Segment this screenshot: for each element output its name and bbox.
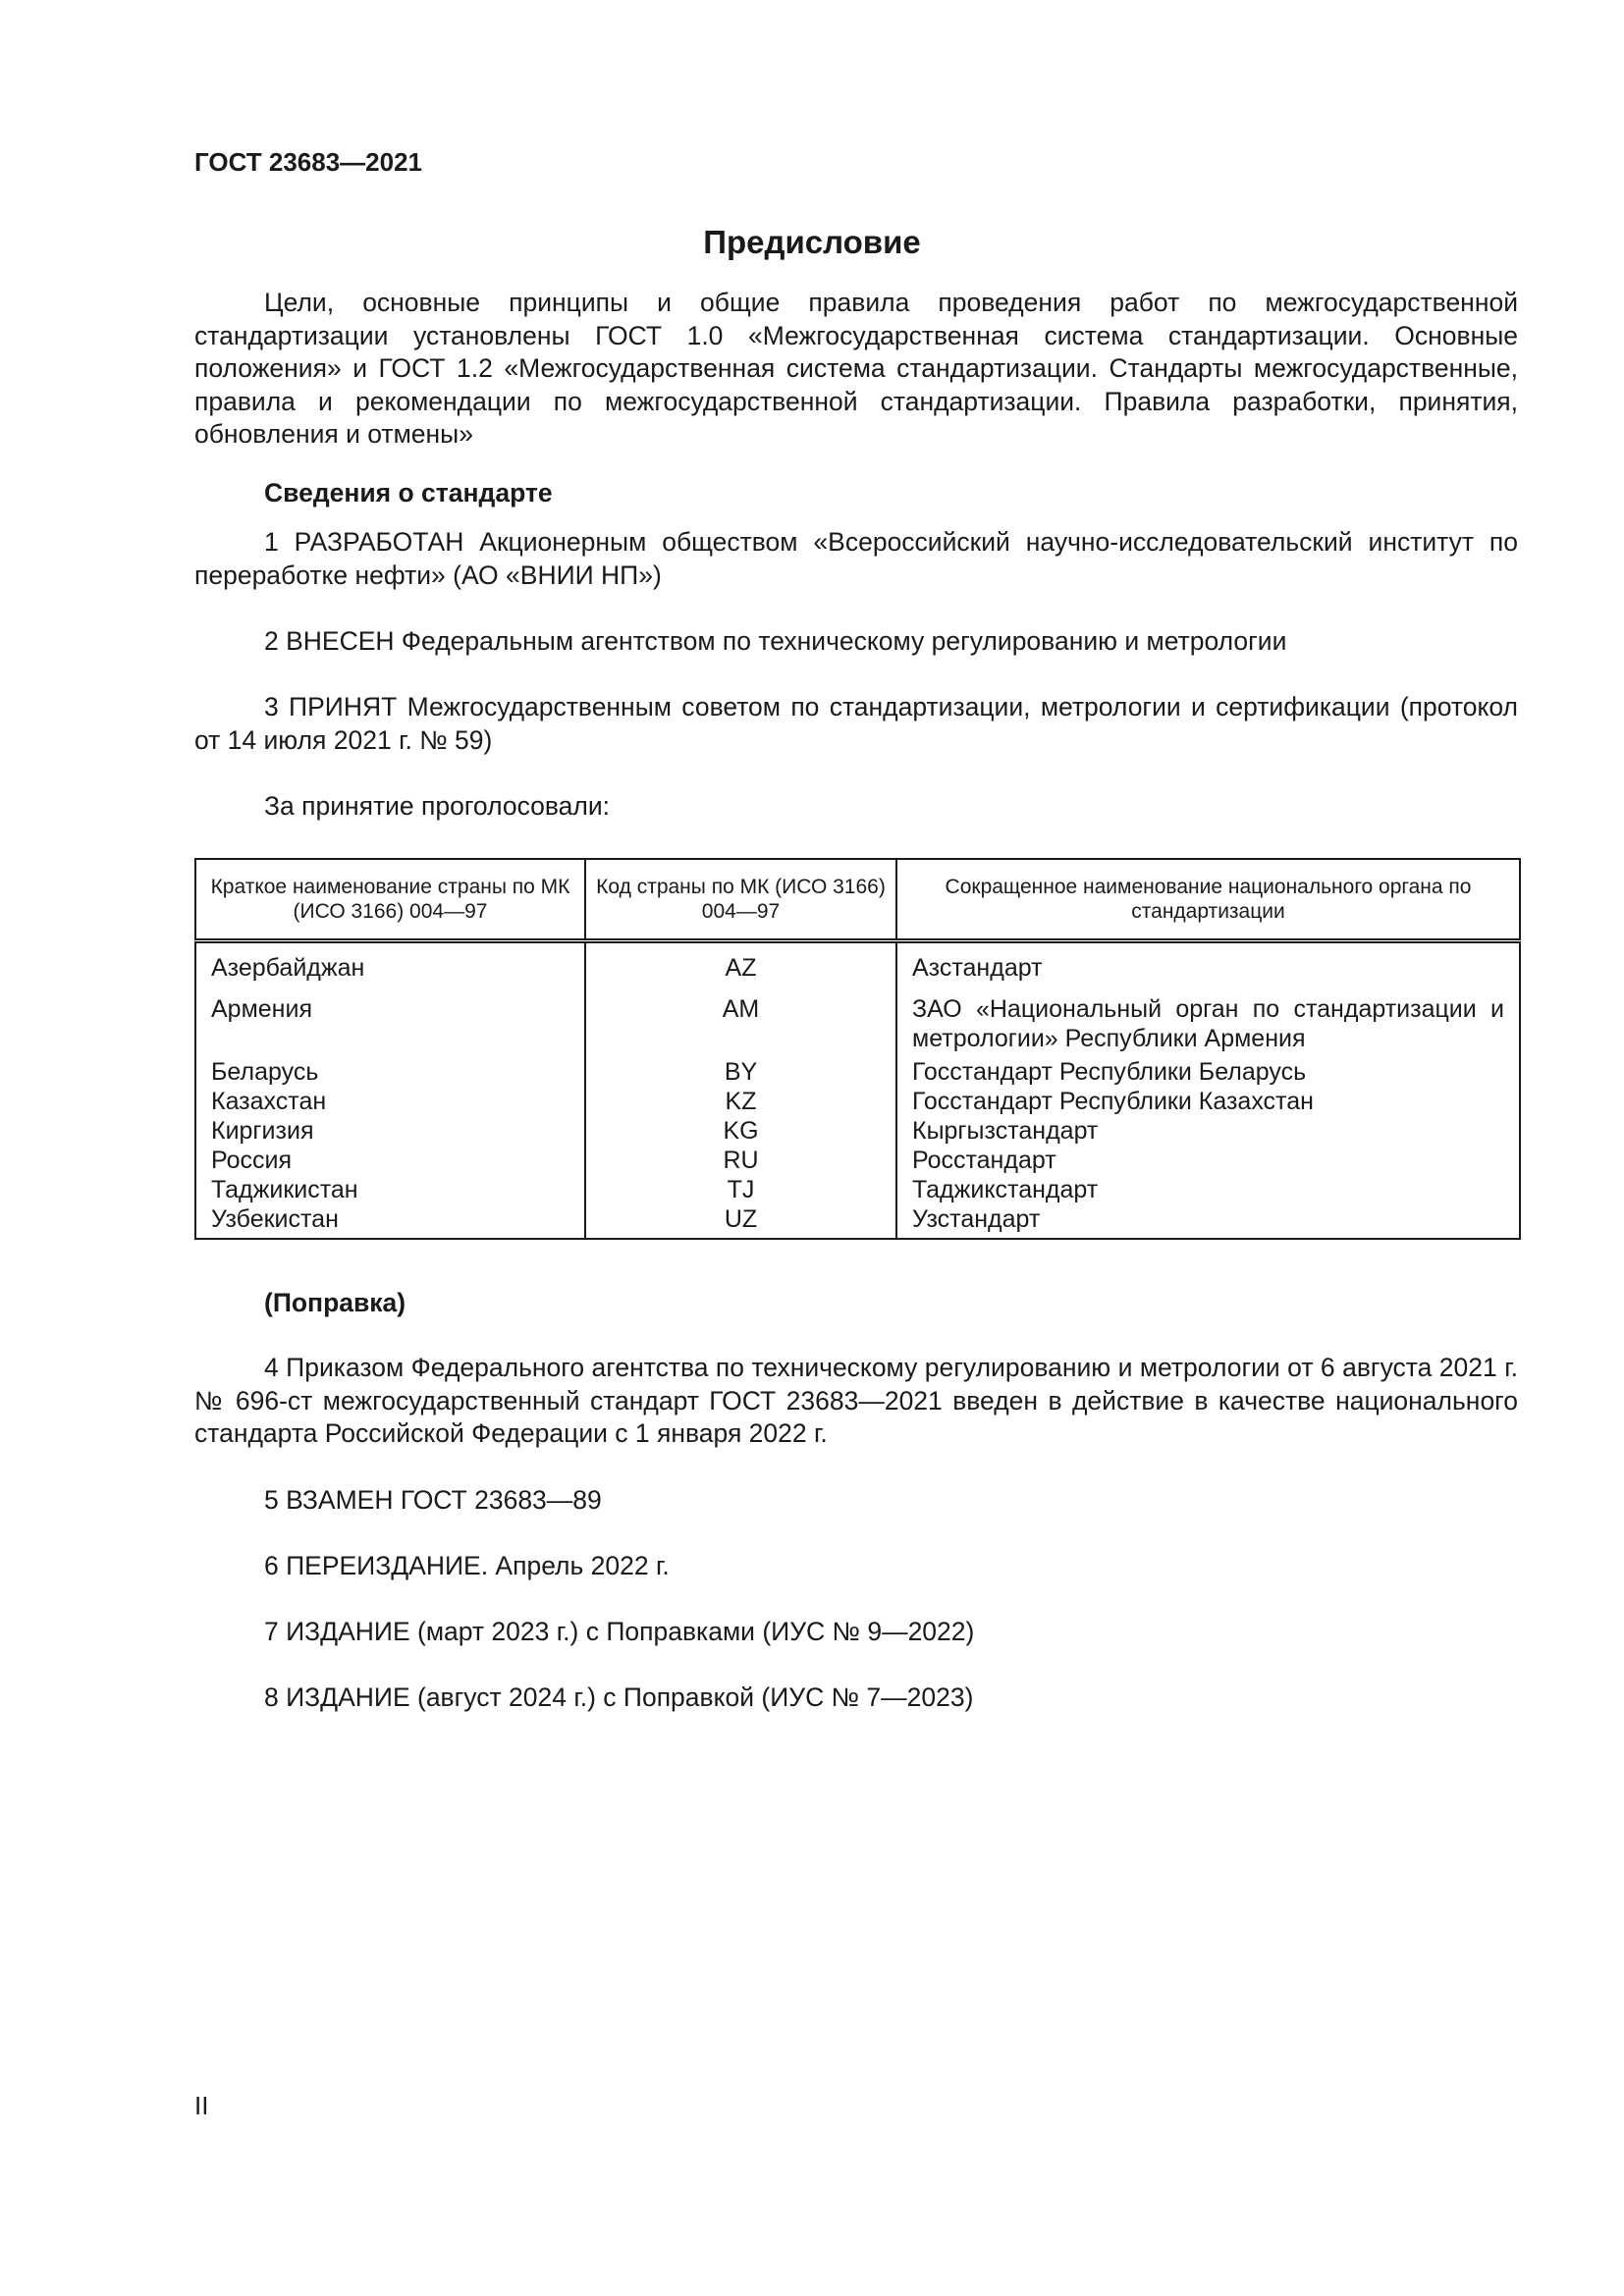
cell-body: Кыргызстандарт: [896, 1116, 1520, 1146]
cell-code: KG: [585, 1116, 896, 1146]
page-number: II: [194, 2091, 209, 2120]
item-edition-2023: 7 ИЗДАНИЕ (март 2023 г.) с Поправками (ИУС № 9—2022): [264, 1617, 975, 1646]
cell-body: Узстандарт: [896, 1204, 1520, 1239]
cell-code: AM: [585, 983, 896, 1053]
document-code: ГОСТ 23683—2021: [194, 147, 422, 177]
item-enacted: 4 Приказом Федерального агентства по техническому регулированию и метрологии от 6 августа 2021 г. № 696-ст межгосударственный стандарт ГОСТ 23683—2021 введен в действие в качестве национального стандарта Российской Федерации с 1 января 2022 г.: [194, 1353, 1518, 1448]
item-reissue: 6 ПЕРЕИЗДАНИЕ. Апрель 2022 г.: [264, 1551, 670, 1580]
cell-country: Таджикистан: [211, 1176, 358, 1203]
cell-code: KZ: [585, 1087, 896, 1116]
item-replaces: 5 ВЗАМЕН ГОСТ 23683—89: [264, 1485, 602, 1515]
table-row: [195, 1053, 1520, 1087]
item-edition-2024: 8 ИЗДАНИЕ (август 2024 г.) с Поправкой (ИУС № 7—2023): [264, 1682, 974, 1712]
table-header-row: [195, 859, 1520, 941]
cell-body: Таджикстандарт: [896, 1175, 1520, 1204]
table-row: [195, 941, 1520, 984]
table-row: [195, 1116, 1520, 1146]
cell-country: Казахстан: [211, 1088, 327, 1115]
cell-code: UZ: [585, 1204, 896, 1239]
cell-body: ЗАО «Национальный орган по стандартизации и метрологии» Республики Армения: [896, 983, 1520, 1053]
cell-body: Госстандарт Республики Беларусь: [896, 1053, 1520, 1087]
amendment-label: (Поправка): [264, 1288, 406, 1317]
cell-code: AZ: [585, 941, 896, 984]
cell-country: Киргизия: [211, 1117, 314, 1145]
cell-body: Госстандарт Республики Казахстан: [896, 1087, 1520, 1116]
table-row: [195, 1175, 1520, 1204]
header-body: Сокращенное наименование национального органа по стандартизации: [896, 859, 1520, 941]
page-title: Предисловие: [703, 224, 921, 260]
header-country: Краткое наименование страны по МК (ИСО 3166) 004—97: [195, 859, 585, 941]
header-code: Код страны по МК (ИСО 3166) 004—97: [585, 859, 896, 941]
cell-code: TJ: [585, 1175, 896, 1204]
cell-body: Росстандарт: [896, 1146, 1520, 1175]
cell-country: Азербайджан: [211, 954, 365, 982]
info-heading: Сведения о стандарте: [264, 478, 553, 507]
table-row: [195, 1087, 1520, 1116]
table-row: [195, 1146, 1520, 1175]
cell-country: Армения: [211, 995, 312, 1023]
cell-country: Россия: [211, 1147, 292, 1174]
cell-country: Узбекистан: [211, 1205, 339, 1233]
intro-paragraph: Цели, основные принципы и общие правила проведения работ по межгосударственной стандартизации установлены ГОСТ 1.0 «Межгосударственная система стандартизации. Основные положения» и ГОСТ 1.2 «Межгосударственная система стандартизации. Стандарты межгосударственные, правила и рекомендации по межгосударственной стандартизации. Правила разработки, принятия, обновления и отмены»: [194, 288, 1518, 449]
cell-country: Беларусь: [211, 1058, 319, 1086]
cell-body: Азстандарт: [896, 941, 1520, 984]
table-row: [195, 983, 1520, 1053]
item-adopted: 3 ПРИНЯТ Межгосударственным советом по стандартизации, метрологии и сертификации (протокол от 14 июля 2021 г. № 59): [194, 692, 1518, 755]
item-developed: 1 РАЗРАБОТАН Акционерным обществом «Всероссийский научно-исследовательский институт по переработке нефти» (АО «ВНИИ НП»): [194, 527, 1518, 590]
item-introduced: 2 ВНЕСЕН Федеральным агентством по техническому регулированию и метрологии: [264, 626, 1287, 656]
cell-code: BY: [585, 1053, 896, 1087]
table-row: [195, 1204, 1520, 1239]
voted-label: За принятие проголосовали:: [264, 791, 611, 821]
voting-table: [194, 858, 1521, 1240]
cell-code: RU: [585, 1146, 896, 1175]
